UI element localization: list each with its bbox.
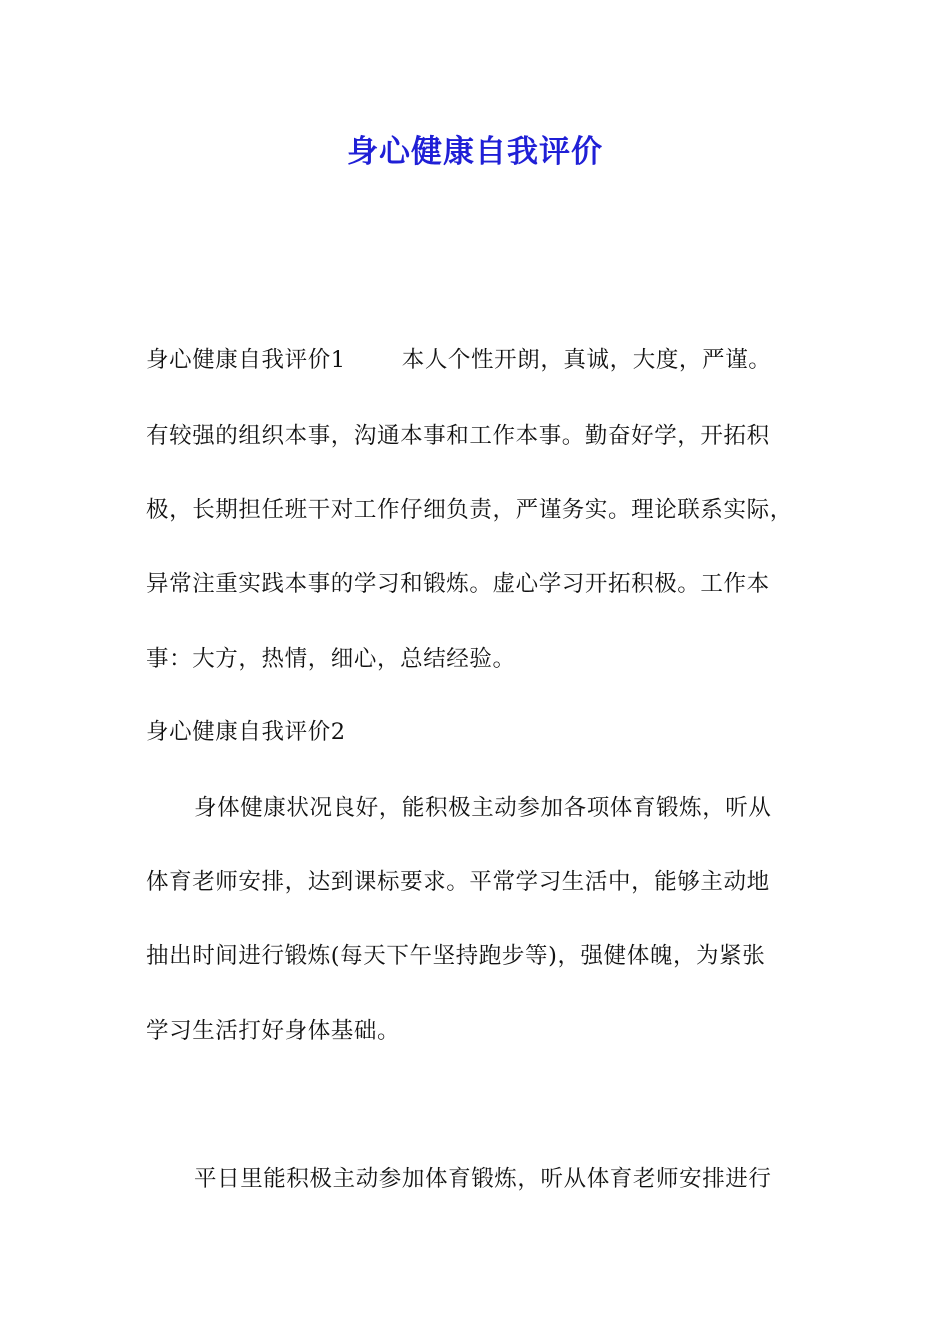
section1-text-line: 异常注重实践本事的学习和锻炼。虚心学习开拓积极。工作本 <box>146 571 770 597</box>
section2-paragraph1-line: 抽出时间进行锻炼(每天下午坚持跑步等)，强健体魄，为紧张 <box>146 943 766 969</box>
section2-paragraph2-line: 平日里能积极主动参加体育锻炼，听从体育老师安排进行 <box>194 1166 772 1192</box>
section2-paragraph1-line: 身体健康状况良好，能积极主动参加各项体育锻炼，听从 <box>194 795 772 821</box>
section1-heading: 身心健康自我评价1 <box>146 347 346 373</box>
section2-paragraph1-line: 学习生活打好身体基础。 <box>146 1018 401 1044</box>
section1-text-line: 极，长期担任班干对工作仔细负责，严谨务实。理论联系实际， <box>146 497 793 523</box>
section2-paragraph1-line: 体育老师安排，达到课标要求。平常学习生活中，能够主动地 <box>146 869 770 895</box>
section1-text-line: 有较强的组织本事，沟通本事和工作本事。勤奋好学，开拓积 <box>146 423 770 449</box>
section1-text-line: 事：大方，热情，细心，总结经验。 <box>146 646 516 672</box>
section2-heading: 身心健康自我评价2 <box>146 719 346 745</box>
section1-first-line <box>146 345 771 375</box>
section1-text-line: 本人个性开朗，真诚，大度，严谨。 <box>401 347 772 373</box>
document-title: 身心健康自我评价 <box>347 134 603 170</box>
